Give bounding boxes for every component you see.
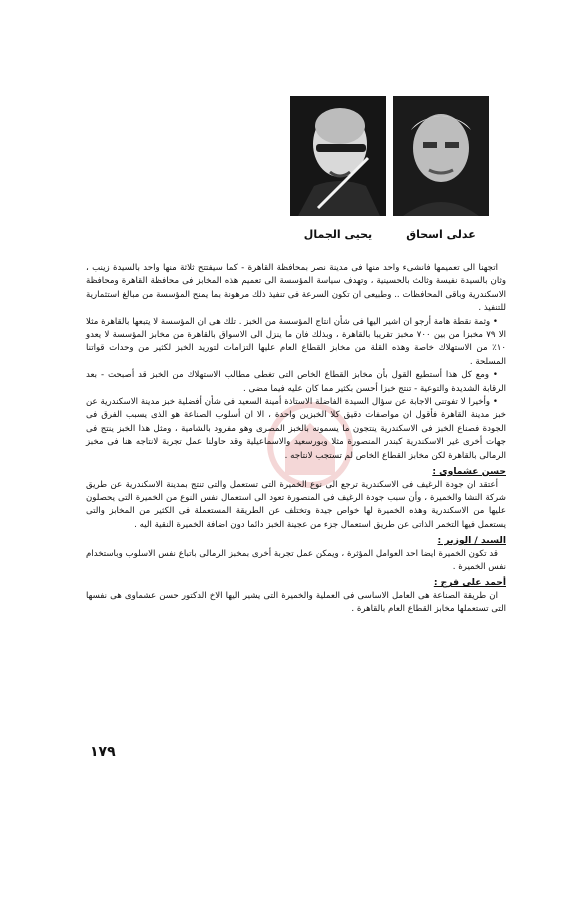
paragraph: اتجهنا الى تعميمها فانشىء واحد منها فى مدينة نصر بمحافظة القاهرة - كما سيفتتح ثلاثة منها واحد بالسيدة زينب ، وثان بالسيدة نفيسة وثالث بالحسينية ، وتهدف سياسة المؤسسة الى تعميم هذه المخابز فى محافظة القاهرة ومحافظة الاسكندرية وباقى المحافظات .. وطبيعى ان تكون السرعة فى تنفيذ ذلك مرهونة بما يمنح المؤسسة من مبالغ استثمارية للتنفيذ . xyxy=(86,263,506,314)
speaker-name: حسن عشماوى : xyxy=(432,466,506,478)
speaker-name: السيد / الوزير : xyxy=(437,535,506,547)
paragraph: أعتقد ان جودة الرغيف فى الاسكندرية ترجع الى نوع الخميرة التى تستعمل والتى تنتج بمدينة الاسكندرية عن طريق شركة النشا والخميرة ، وأن سبب جودة الرغيف فى المنصورة تعود الى استعمال نفس النوع من الخميرة التى يحصلون عليها من الاسكندرية وهذه الخميرة لها خواص جيدة وتختلف عن الطريقة المستعملة فى الكثير من المخابز والتى يستعمل فيها التخمر الذاتى عن طريق استعمال جزء من عجينة الخبز دائما دون اضافة الخميرة النقية اليه . xyxy=(86,479,506,530)
article-body xyxy=(86,262,506,617)
portrait-image xyxy=(290,96,386,216)
photo-caption-right: عدلى اسحاق xyxy=(406,228,476,241)
speaker-name: أحمد على فرج : xyxy=(433,577,506,589)
paragraph: قد تكون الخميرة ايضا احد العوامل المؤثرة ، ويمكن عمل تجربة أخرى بمخبز الرمالى باتباع نفس الاسلوب وباستخدام نفس الخميرة . xyxy=(86,548,506,572)
paragraph: • ومع كل هذا أستطيع القول بأن مخابز القطاع الخاص التى تغطى مطالب الاستهلاك من الخبز قد أصبحت - بعد الرقابة الشديدة والتوعية - تنتج خبزا أحسن بكثير مما كان عليه فيما مضى . xyxy=(86,370,506,394)
paragraph: • وأخيرا لا تفوتنى الاجابة عن سؤال السيدة الفاضلة الاستاذة أمينة السعيد فى شأن أفضلية خبز مدينة الاسكندرية عن خبز مدينة القاهرة فأقول ان مواصفات دقيق كلا الخبزين واحدة ، الا ان أسلوب الصناعة هو الذى يسبب الفرق فى الجودة فصناع الخبز فى الاسكندرية ينتجون ما يسمونه بالخبز المصرى وهو مفرود بالشامية ، ومثل هذا الخبز ينتج فى جهات أخرى غير الاسكندرية كبندر المنصورة مثلا وبورسعيد والاسماعيلية وقد حاولنا عمل تجربة لانتاجه هنا فى مخبز الرمالى بالقاهرة لكن مخابز القطاع الخاص لم تستجب لانتاجه . xyxy=(86,397,506,461)
photo-caption-left: يحيى الجمال xyxy=(303,228,373,241)
portrait-image xyxy=(393,96,489,216)
paragraph: • وثمة نقطة هامة أرجو ان اشير اليها فى شأن انتاج المؤسسة من الخبز . تلك هى ان المؤسسة لا يتبعها بالقاهرة مثلا الا ٧٩ مخبزا من بين ٧٠٠ مخبز تقريبا بالقاهرة ، وبذلك فان ما ينزل الى الاسواق بالقاهرة من مخابز المؤسسة لا يعدو ١٠٪ من الاستهلاك خاصة وهذه القلة من مخابز القطاع العام عليها التزامات لتوريد الخبز لكثير من وحدات قواتنا المسلحة . xyxy=(86,316,506,367)
portrait-photo-yahya-elgamal xyxy=(290,96,386,216)
paragraph: ان طريقة الصناعة هى العامل الاساسى فى العملية والخميرة التى يشير اليها الاخ الدكتور حسن عشماوى هى نفسها التى تستعملها مخابز القطاع العام بالقاهرة . xyxy=(86,590,506,615)
portrait-photo-adly-ishak xyxy=(393,96,489,216)
page-number: ١٧٩ xyxy=(90,744,116,760)
